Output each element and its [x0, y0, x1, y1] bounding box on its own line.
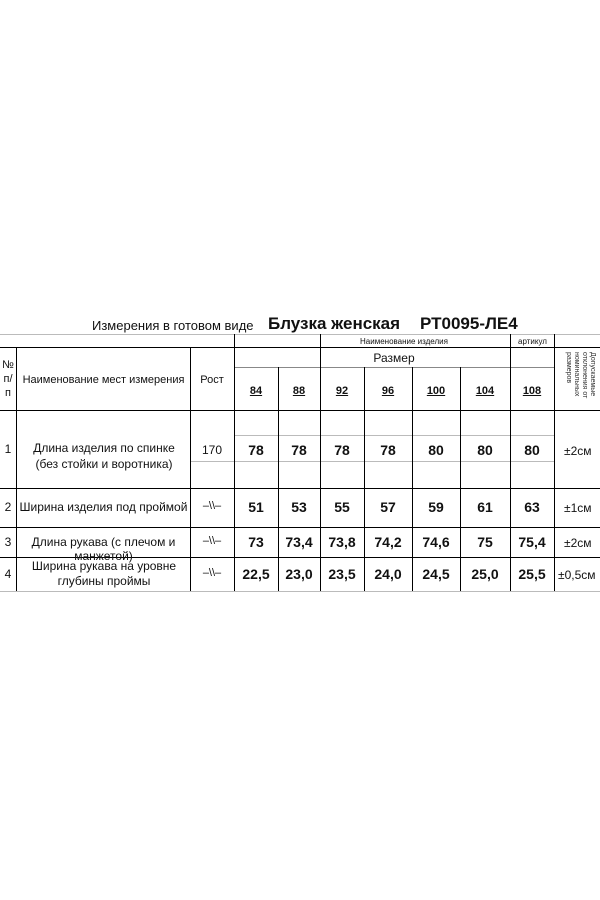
row-value: 75,4 [518, 534, 546, 550]
row-value: 23,0 [285, 566, 313, 582]
size-label: 84 [249, 385, 263, 397]
article-code: РТ0095-ЛЕ4 [420, 314, 518, 333]
row-height: –\\– [202, 535, 222, 547]
grid-line [554, 334, 555, 591]
size-label: 104 [475, 385, 495, 397]
row-value: 80 [524, 442, 540, 458]
row-height: –\\– [202, 500, 222, 512]
row-value: 78 [248, 442, 264, 458]
size-label: 96 [381, 385, 395, 397]
row-tolerance: ±0,5см [558, 568, 596, 582]
row-value: 59 [428, 499, 444, 515]
row-tolerance: ±2см [564, 536, 592, 550]
row-value: 74,2 [374, 534, 402, 550]
grid-line [0, 591, 600, 592]
grid-line [412, 367, 413, 591]
size-label: 108 [522, 385, 542, 397]
measure-label: Измерения в готовом виде [92, 318, 254, 333]
grid-line [234, 367, 554, 368]
grid-line [234, 435, 554, 436]
col-height-header: Рост [200, 374, 224, 386]
row-value: 73,8 [328, 534, 356, 550]
row-value: 25,5 [518, 566, 546, 582]
row-number: 4 [4, 567, 12, 581]
grid-line [364, 367, 365, 591]
row-value: 23,5 [328, 566, 356, 582]
row-value: 75 [477, 534, 493, 550]
row-measure-name: Ширина рукава на уровне глубины проймы [31, 559, 177, 588]
row-value: 78 [291, 442, 307, 458]
row-value: 78 [380, 442, 396, 458]
row-value: 63 [524, 499, 540, 515]
row-tolerance: ±2см [564, 444, 592, 458]
row-value: 22,5 [242, 566, 270, 582]
article-caption: артикул [518, 337, 547, 346]
row-value: 24,5 [422, 566, 450, 582]
row-height: –\\– [202, 567, 222, 579]
col-number-header: № п/ п [2, 359, 14, 399]
grid-line [510, 334, 511, 591]
row-number: 1 [4, 442, 12, 456]
size-label: 92 [335, 385, 349, 397]
grid-line [460, 367, 461, 591]
row-measure-name: Длина рукава (с плечом и манжетой) [31, 535, 176, 563]
row-value: 51 [248, 499, 264, 515]
row-tolerance: ±1см [564, 501, 592, 515]
product-name: Блузка женская [268, 314, 401, 333]
row-number: 2 [4, 500, 12, 514]
row-value: 25,0 [471, 566, 499, 582]
row-value: 55 [334, 499, 350, 515]
row-number: 3 [4, 535, 12, 549]
row-measure-name: Длина изделия по спинке (без стойки и воротника) [33, 441, 175, 471]
col-name-header: Наименование мест измерения [22, 374, 185, 386]
row-value: 73,4 [285, 534, 313, 550]
grid-line [320, 334, 321, 591]
row-measure-name: Ширина изделия под проймой [19, 500, 188, 514]
col-size-header: Размер [373, 351, 415, 365]
row-height: 170 [201, 443, 223, 457]
grid-line [234, 334, 235, 591]
size-label: 88 [292, 385, 306, 397]
row-value: 80 [428, 442, 444, 458]
row-value: 78 [334, 442, 350, 458]
col-tolerance-header: Допускаемые отклонения от номинальных размеров [565, 352, 596, 399]
row-value: 61 [477, 499, 493, 515]
row-value: 74,6 [422, 534, 450, 550]
product-caption: Наименование изделия [360, 337, 448, 346]
row-value: 57 [380, 499, 396, 515]
size-label: 100 [426, 385, 446, 397]
row-value: 73 [248, 534, 264, 550]
row-value: 24,0 [374, 566, 402, 582]
row-value: 80 [477, 442, 493, 458]
row-value: 53 [291, 499, 307, 515]
grid-line [190, 461, 554, 462]
grid-line [278, 367, 279, 591]
